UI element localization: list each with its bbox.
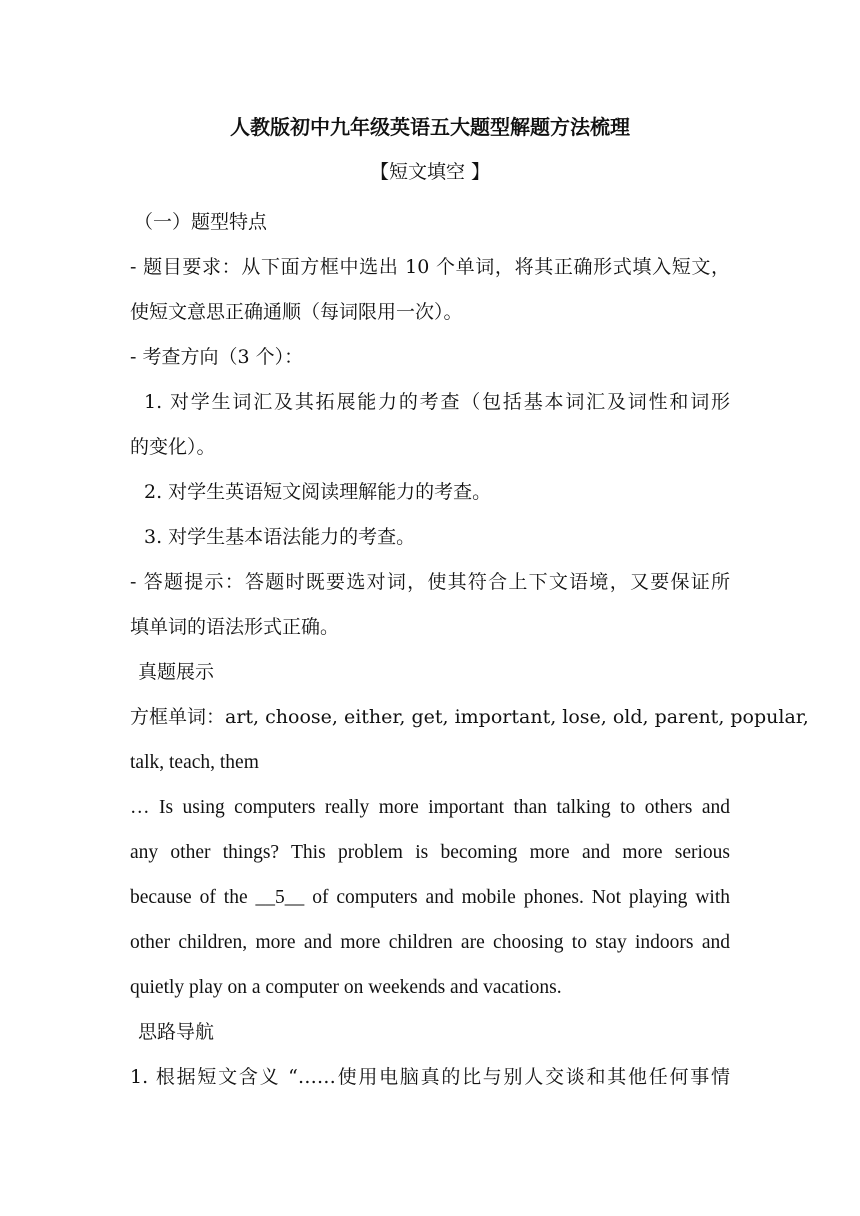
passage-line: any other things? This problem is becoming more and more serious: [130, 842, 730, 863]
passage-line: other children, more and more children are choosing to stay indoors and: [130, 932, 730, 953]
passage-line: quietly play on a computer on weekends and vacations.: [130, 977, 562, 998]
list-item: 2. 对学生英语短文阅读理解能力的考查。: [144, 481, 492, 503]
body-line: - 答题提示：答题时既要选对词，使其符合上下文语境，又要保证所: [130, 571, 730, 593]
document-body: [130, 200, 809, 1100]
word-box-line: 方框单词：art, choose, either, get, important, lose, old, parent, popular,: [130, 706, 809, 728]
section-heading: 【短文填空 】: [369, 161, 491, 183]
word-box-line: talk, teach, them: [130, 752, 259, 773]
document-title: 人教版初中九年级英语五大题型解题方法梳理: [230, 115, 630, 139]
body-line: - 题目要求：从下面方框中选出 10 个单词，将其正确形式填入短文，: [130, 256, 730, 278]
body-line: - 考查方向（3 个）：: [130, 346, 304, 368]
body-line: 的变化）。: [130, 436, 216, 458]
body-line: 使短文意思正确通顺（每词限用一次）。: [130, 301, 463, 323]
subsection-heading: （一）题型特点: [134, 211, 268, 233]
list-item: 3. 对学生基本语法能力的考查。: [144, 526, 416, 548]
subsection-heading: 思路导航: [138, 1021, 215, 1043]
passage-line: … Is using computers really more important than talking to others and: [130, 797, 730, 818]
body-line: 填单词的语法形式正确。: [130, 616, 340, 638]
passage-line: because of the __5__ of computers and mobile phones. Not playing with: [130, 887, 730, 908]
subsection-heading: 真题展示: [138, 661, 215, 683]
list-item: 1. 对学生词汇及其拓展能力的考查（包括基本词汇及词性和词形: [144, 391, 730, 413]
body-line: 1. 根据短文含义 “……使用电脑真的比与别人交谈和其他任何事情: [130, 1066, 730, 1088]
